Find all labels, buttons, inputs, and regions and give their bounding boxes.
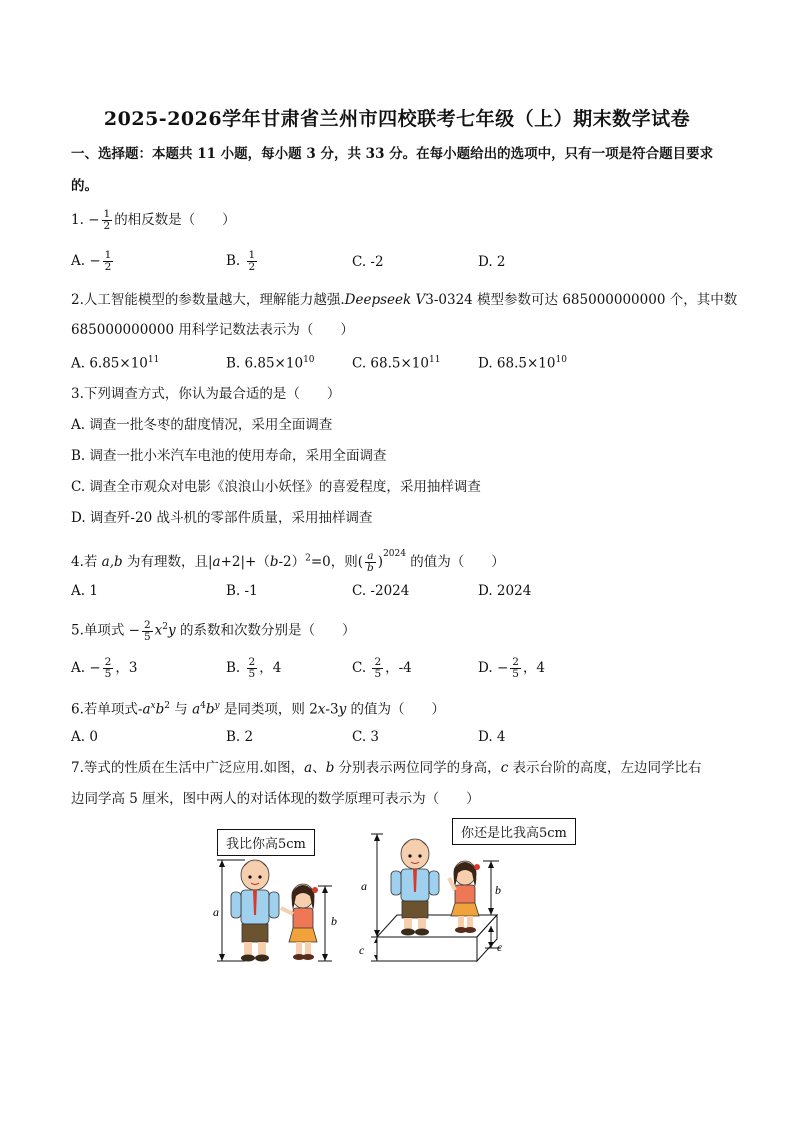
model-name: Deepseek V (344, 292, 426, 308)
option-text: ，4 (259, 660, 282, 676)
fraction (103, 657, 114, 680)
q6-option-a: A. 0 (71, 729, 98, 745)
q5-option-a (71, 654, 137, 682)
numerator: a (365, 551, 376, 563)
q2-option-c (352, 351, 440, 373)
stem-text: 6.若单项式- (71, 701, 143, 718)
fraction (247, 657, 258, 680)
exponent: 11 (428, 355, 441, 365)
q5-option-b (226, 654, 281, 682)
q6-option-d: D. 4 (478, 729, 506, 745)
numerator: 1 (104, 249, 112, 261)
denominator: 2 (104, 261, 112, 273)
exponent: 10 (555, 355, 567, 365)
q2-option-d (478, 351, 567, 373)
speech-bubble-right: 你还是比我高5cm (452, 818, 576, 845)
variable: x (317, 701, 326, 718)
stem-text: ) (377, 554, 384, 570)
q2-option-b (226, 351, 315, 373)
question-5-stem (71, 613, 355, 641)
stem-text: =0，则( (310, 554, 364, 570)
question-4-stem (71, 540, 505, 574)
option-text: C. 68.5×10 (352, 355, 429, 372)
denominator: 5 (374, 668, 382, 680)
stem-text: 为有理数，且| (122, 554, 213, 570)
minus-sign: − (88, 212, 100, 228)
exponent: 4 (200, 701, 206, 711)
q3-option-b: B. 调查一批小米汽车电池的使用寿命，采用全面调查 (71, 448, 387, 464)
exponent: x (150, 701, 156, 711)
exponent: 11 (147, 355, 160, 365)
stem-text: 的系数和次数分别是（ ） (175, 622, 356, 639)
q3-option-d: D. 调查歼-20 战斗机的零部件质量，采用抽样调查 (71, 510, 373, 526)
question-7-line1 (71, 759, 702, 777)
option-text: A. 6.85×10 (71, 355, 148, 372)
variable: y (168, 622, 176, 639)
stem-text: 的值为（ ） (405, 554, 505, 570)
denominator: b (367, 562, 374, 574)
label-b-left: b (331, 914, 337, 928)
stem-text: 是同类项，则 2 (219, 701, 318, 718)
q6-option-b: B. 2 (226, 729, 254, 745)
fraction (247, 250, 258, 273)
fraction (102, 209, 113, 232)
label-a-left: a (213, 905, 219, 919)
variable: b (155, 701, 165, 718)
label-c-right: c (497, 940, 503, 954)
exponent: y (214, 701, 220, 711)
variable: b (269, 554, 279, 570)
denominator: 5 (248, 668, 256, 680)
stem-text: 的值为（ ） (346, 701, 446, 718)
stem-text: 分别表示两位同学的身高， (334, 760, 501, 776)
q1-option-d: D. 2 (478, 254, 506, 270)
left-height-marker-b (318, 886, 332, 961)
numerator: 1 (103, 208, 111, 220)
girl-left-illustration (281, 884, 318, 960)
numerator: 2 (248, 656, 256, 668)
question-number: 1. (71, 212, 84, 228)
section-heading-line1: 一、选择题：本题共 11 小题，每小题 3 分，共 33 分。在每小题给出的选项中，只有一项是符合题目要求 (71, 146, 714, 162)
q6-option-c: C. 3 (352, 729, 380, 745)
variable: x (154, 622, 163, 639)
numerator: 2 (104, 656, 112, 668)
variable: y (338, 701, 347, 718)
variable: b (325, 760, 335, 776)
q1-option-c: C. -2 (352, 254, 384, 270)
section-heading-line2: 的。 (71, 178, 98, 194)
stem-text: 5.单项式 − (71, 622, 140, 639)
option-label: B. (226, 253, 241, 269)
question-6-stem (71, 697, 445, 719)
option-label: A. (71, 253, 86, 269)
stem-text: 7.等式的性质在生活中广泛应用.如图， (71, 760, 305, 776)
question-2-line1 (71, 291, 737, 309)
fraction (142, 620, 153, 643)
q3-option-c: C. 调查全市观众对电影《浪浪山小妖怪》的喜爱程度，采用抽样调查 (71, 479, 481, 495)
stem-text: 、 (312, 760, 326, 776)
option-label: D. (478, 660, 493, 676)
page-title: 2025-2026学年甘肃省兰州市四校联考七年级（上）期末数学试卷 (103, 108, 691, 130)
denominator: 5 (104, 668, 112, 680)
variable: c (500, 760, 509, 776)
q5-option-c (352, 654, 412, 682)
label-a-right: a (361, 879, 367, 893)
variables: a,b (101, 554, 123, 570)
option-text: ，3 (115, 660, 138, 676)
question-7-line2: 边同学高 5 厘米，图中两人的对话体现的数学原理可表示为（ ） (71, 791, 480, 807)
stem-text: 的相反数是（ ） (114, 212, 236, 228)
q4-option-b: B. -1 (226, 583, 258, 599)
stem-text: 3-0324 模型参数可达 685000000000 个，其中数 (425, 292, 738, 308)
exponent: 2 (305, 553, 311, 564)
option-label: A. (71, 660, 86, 676)
q5-option-d (478, 654, 545, 682)
variable: a (192, 701, 201, 718)
stem-text: -3 (325, 701, 339, 718)
fraction (372, 657, 383, 680)
option-label: B. (226, 660, 241, 676)
q4-option-c: C. -2024 (352, 583, 410, 599)
variable: a (142, 701, 151, 718)
numerator: 2 (374, 656, 382, 668)
step-platform (377, 915, 497, 961)
denominator: 2 (103, 220, 111, 232)
question-1-stem (71, 207, 236, 233)
stem-text: 4.若 (71, 554, 102, 570)
numerator: 2 (143, 618, 151, 631)
speech-bubble-left: 我比你高5cm (217, 829, 315, 856)
label-c-left: c (359, 943, 365, 957)
q7-figure (205, 830, 515, 970)
minus-sign: − (89, 660, 101, 676)
exponent: 2 (164, 701, 170, 711)
q1-option-a (71, 248, 115, 274)
numerator: 2 (512, 656, 519, 668)
minus-sign: − (496, 660, 509, 676)
denominator: 5 (143, 630, 151, 643)
fraction (510, 657, 521, 680)
exponent: 10 (303, 355, 315, 365)
option-text: D. 68.5×10 (478, 355, 556, 372)
denominator: 2 (248, 261, 256, 273)
fraction (365, 551, 376, 574)
boy-left-illustration (231, 860, 279, 962)
stem-text: 表示台阶的高度，左边同学比右 (508, 760, 702, 776)
variable: a (212, 554, 221, 570)
variable: a (304, 760, 313, 776)
variable: b (205, 701, 215, 718)
q3-option-a: A. 调查一批冬枣的甜度情况，采用全面调查 (71, 417, 333, 433)
stem-text: -2） (278, 554, 306, 570)
option-text: ，-4 (385, 660, 412, 676)
q4-option-a: A. 1 (71, 583, 98, 599)
q4-option-d: D. 2024 (478, 583, 532, 599)
stem-text: +2|+（ (220, 554, 270, 570)
exponent: 2024 (383, 549, 406, 559)
label-b-right: b (495, 883, 501, 897)
stem-text: 与 (169, 701, 193, 718)
question-3-stem: 3.下列调查方式，你认为最合适的是（ ） (71, 386, 341, 402)
q1-option-b (226, 248, 259, 274)
option-text: B. 6.85×10 (226, 355, 304, 372)
minus-sign: − (89, 253, 101, 269)
numerator: 1 (248, 249, 256, 261)
q2-option-a (71, 351, 159, 373)
option-text: ，4 (522, 660, 546, 676)
question-2-line2: 685000000000 用科学记数法表示为（ ） (71, 322, 354, 338)
stem-text: 2.人工智能模型的参数量越大，理解能力越强. (71, 292, 345, 308)
fraction (103, 250, 114, 273)
exponent: 2 (162, 622, 169, 632)
option-label: C. (352, 660, 367, 676)
denominator: 5 (512, 668, 519, 680)
